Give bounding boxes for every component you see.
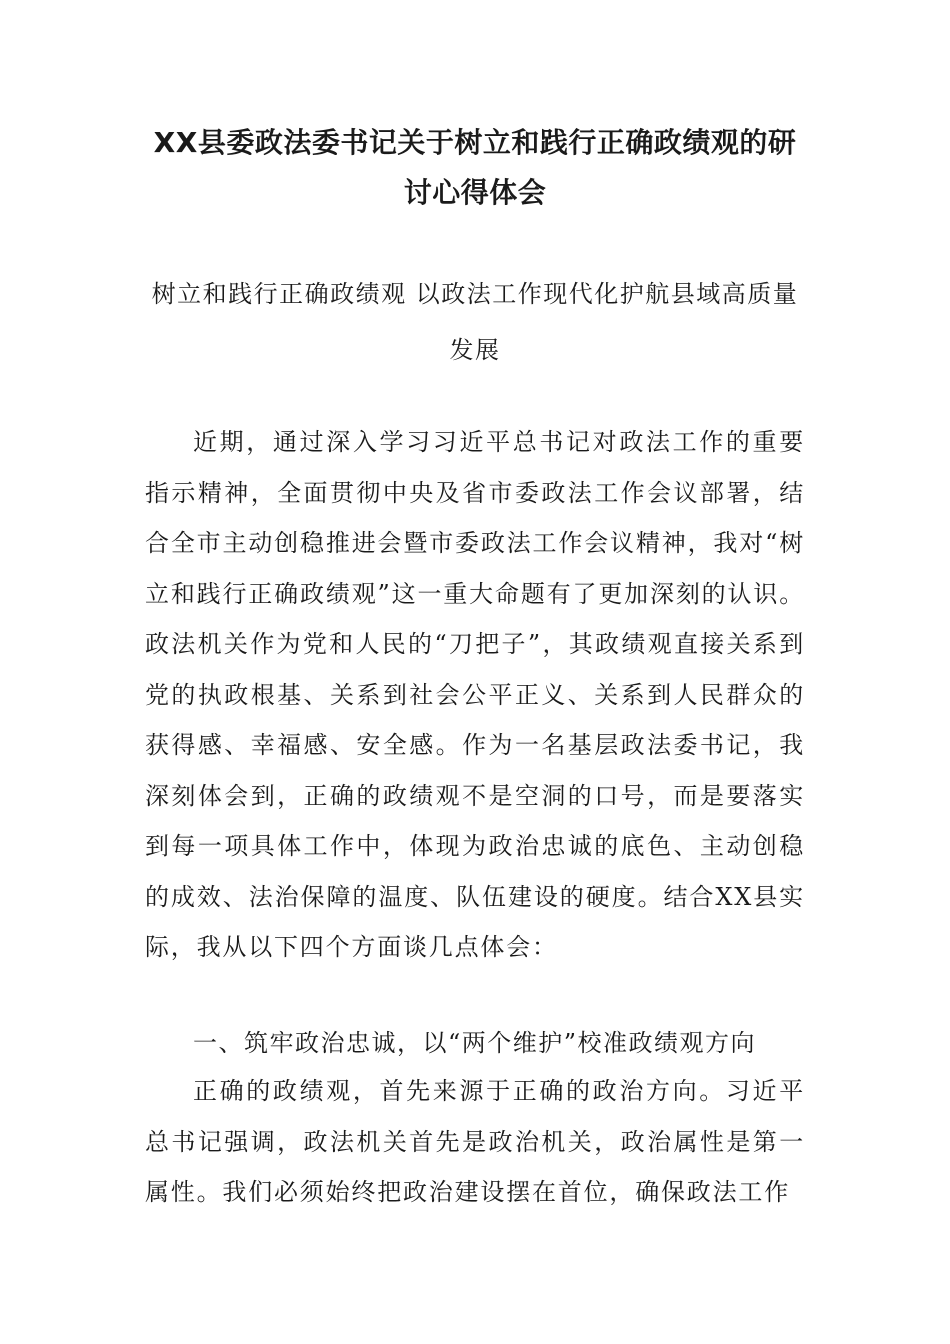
document-title: XX县委政法委书记关于树立和践行正确政绩观的研讨心得体会 [153, 126, 797, 209]
document-subtitle: 树立和践行正确政绩观 以政法工作现代化护航县域高质量发展 [151, 280, 799, 364]
section-heading-1: 一、筑牢政治忠诚，以“两个维护”校准政绩观方向 [193, 1029, 757, 1057]
intro-paragraph: 近期，通过深入学习习近平总书记对政法工作的重要指示精神，全面贯彻中央及省市委政法工作会议部署，结合全市主动创稳推进会暨市委政法工作会议精神，我对“树立和践行正确政绩观”这一重大命题有了更加深刻的认识。政法机关作为党和人民的“刀把子”，其政绩观直接关系到党的执政根基、关系到社会公平正义、关系到人民群众的获得感、幸福感、安全感。作为一名基层政法委书记，我深刻体会到，正确的政绩观不是空洞的口号，而是要落实到每一项具体工作中，体现为政治忠诚的底色、主动创稳的成效、法治保障的温度、队伍建设的硬度。结合XX县实际，我从以下四个方面谈几点体会： [145, 428, 805, 961]
section-1-paragraph: 正确的政绩观，首先来源于正确的政治方向。习近平总书记强调，政法机关首先是政治机关，政治属性是第一属性。我们必须始终把政治建设摆在首位，确保政法工作 [145, 1077, 805, 1206]
